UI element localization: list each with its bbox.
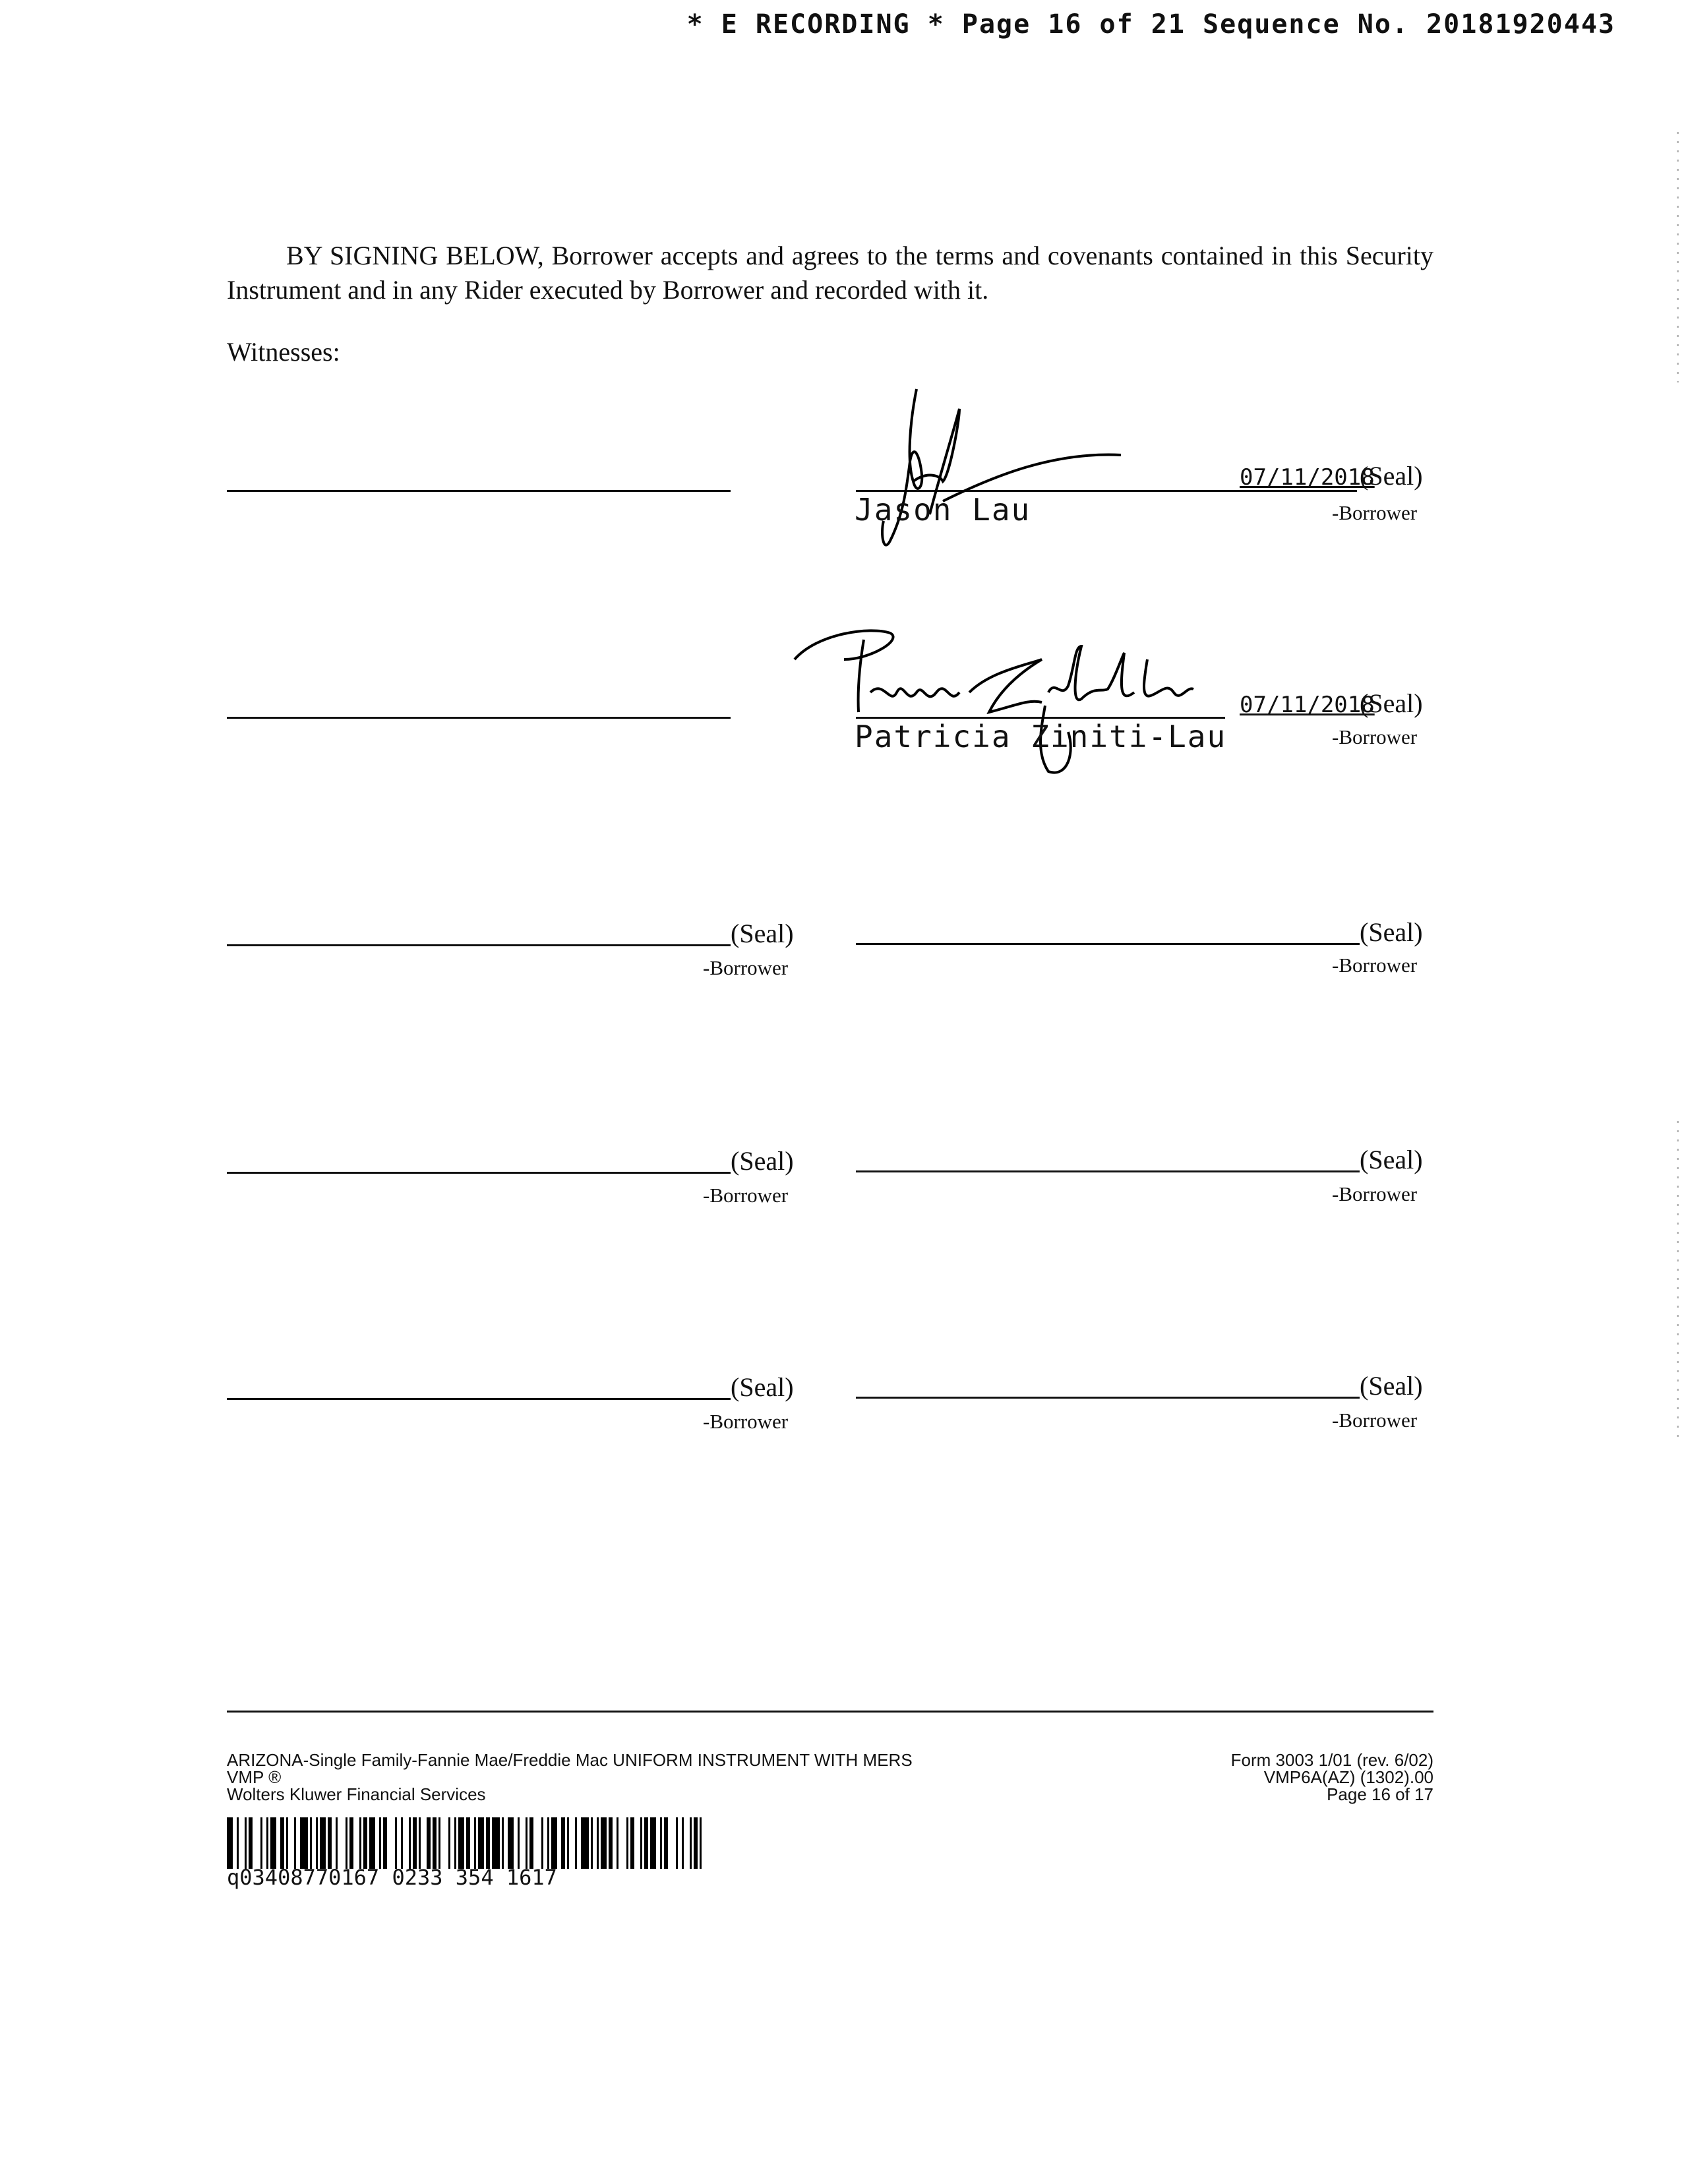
seal-label-1: (Seal): [1360, 461, 1423, 491]
witness-line-2[interactable]: [227, 717, 731, 719]
barcode-bar: [541, 1817, 543, 1869]
witnesses-label: Witnesses:: [227, 337, 340, 367]
barcode-bar: [249, 1817, 253, 1869]
borrower-signature-line-4[interactable]: [856, 943, 1360, 945]
barcode-bar: [438, 1817, 440, 1869]
borrower-label-2: -Borrower: [1332, 725, 1418, 748]
form-code: VMP6A(AZ) (1302).00: [1263, 1767, 1433, 1787]
borrower-signature-line-7[interactable]: [227, 1398, 731, 1400]
barcode-bar: [644, 1817, 648, 1869]
barcode-bar: [682, 1817, 684, 1869]
barcode-bar: [664, 1817, 668, 1869]
barcode-bar: [466, 1817, 470, 1869]
barcode-bar: [383, 1817, 387, 1869]
barcode-bar: [227, 1817, 233, 1869]
barcode-bar: [316, 1817, 318, 1869]
barcode-bar: [346, 1817, 347, 1869]
jason-lau-signature: [844, 382, 1134, 554]
barcode-bar: [419, 1817, 421, 1869]
publisher: Wolters Kluwer Financial Services: [227, 1784, 486, 1804]
barcode-bar: [518, 1817, 520, 1869]
barcode-bar: [486, 1817, 490, 1869]
barcode-bar: [700, 1817, 702, 1869]
seal-label-5: (Seal): [731, 1146, 794, 1176]
barcode-bar: [363, 1817, 367, 1869]
barcode-bar: [630, 1817, 634, 1869]
barcode-bar: [359, 1817, 361, 1869]
barcode-bar: [626, 1817, 628, 1869]
barcode-bar: [395, 1817, 397, 1869]
barcode-bar: [581, 1817, 589, 1869]
recording-header: * E RECORDING * Page 16 of 21 Sequence No. 20181920443: [686, 9, 1615, 40]
barcode-bar: [427, 1817, 431, 1869]
barcode-bar: [609, 1817, 613, 1869]
printed-name-patricia-ziniti-lau: Patricia Ziniti-Lau: [855, 719, 1227, 754]
seal-label-8: (Seal): [1360, 1371, 1423, 1401]
barcode-bar: [547, 1817, 549, 1869]
seal-label-7: (Seal): [731, 1372, 794, 1402]
seal-label-6: (Seal): [1360, 1145, 1423, 1174]
document-barcode: [227, 1817, 702, 1869]
printed-name-jason-lau: Jason Lau: [855, 492, 1031, 528]
barcode-bar: [409, 1817, 411, 1869]
form-page-number: Page 16 of 17: [1327, 1784, 1433, 1804]
borrower-label-7: -Borrower: [703, 1410, 789, 1433]
vmp-mark: VMP ®: [227, 1767, 282, 1787]
form-number: Form 3003 1/01 (rev. 6/02): [1230, 1750, 1433, 1770]
form-identifiers: [1231, 1751, 1433, 1803]
barcode-bar: [597, 1817, 599, 1869]
barcode-bar: [413, 1817, 417, 1869]
borrower-label-1: -Borrower: [1332, 501, 1418, 524]
barcode-bar: [617, 1817, 618, 1869]
barcode-bar: [349, 1817, 353, 1869]
barcode-bar: [328, 1817, 332, 1869]
borrower-signature-line-6[interactable]: [856, 1170, 1360, 1172]
borrower-signature-line-8[interactable]: [856, 1397, 1360, 1399]
borrower-signature-line-3[interactable]: [227, 944, 731, 946]
barcode-bar: [601, 1817, 607, 1869]
signature-date-2: 07/11/2018: [1240, 692, 1375, 718]
signing-statement: BY SIGNING BELOW, Borrower accepts and agrees to the terms and covenants contained in this Security Instrument and in any Rider executed by Borrower and recorded with it.: [227, 241, 1433, 305]
barcode-number: q03408770167 0233 354 1617: [227, 1865, 557, 1890]
signature-date-1: 07/11/2018: [1240, 464, 1375, 491]
borrower-label-4: -Borrower: [1332, 954, 1418, 977]
barcode-bar: [474, 1817, 476, 1869]
barcode-bar: [266, 1817, 268, 1869]
barcode-bar: [379, 1817, 381, 1869]
barcode-bar: [260, 1817, 262, 1869]
barcode-bar: [508, 1817, 514, 1869]
scan-edge-marks-lower: [1677, 1121, 1679, 1438]
barcode-bar: [270, 1817, 276, 1869]
barcode-bar: [237, 1817, 239, 1869]
barcode-bar: [575, 1817, 577, 1869]
barcode-bar: [294, 1817, 296, 1869]
borrower-label-5: -Borrower: [703, 1184, 789, 1207]
barcode-bar: [676, 1817, 678, 1869]
barcode-bar: [526, 1817, 528, 1869]
barcode-bar: [448, 1817, 450, 1869]
scan-edge-marks: [1677, 132, 1679, 382]
barcode-bar: [336, 1817, 338, 1869]
borrower-signature-line-5[interactable]: [227, 1172, 731, 1174]
barcode-bar: [280, 1817, 284, 1869]
footer-rule: [227, 1711, 1433, 1713]
barcode-bar: [433, 1817, 437, 1869]
barcode-bar: [478, 1817, 484, 1869]
barcode-bar: [492, 1817, 500, 1869]
borrower-label-8: -Borrower: [1332, 1409, 1418, 1432]
barcode-bar: [529, 1817, 533, 1869]
barcode-bar: [640, 1817, 642, 1869]
barcode-bar: [567, 1817, 569, 1869]
barcode-bar: [591, 1817, 593, 1869]
barcode-bar: [694, 1817, 698, 1869]
barcode-bar: [660, 1817, 662, 1869]
barcode-bar: [401, 1817, 403, 1869]
patricia-ziniti-lau-signature: [791, 620, 1253, 778]
barcode-bar: [310, 1817, 312, 1869]
seal-label-4: (Seal): [1360, 917, 1423, 947]
barcode-bar: [502, 1817, 504, 1869]
barcode-bar: [300, 1817, 308, 1869]
seal-label-3: (Seal): [731, 919, 794, 948]
barcode-bar: [245, 1817, 247, 1869]
barcode-bar: [369, 1817, 375, 1869]
barcode-bar: [320, 1817, 326, 1869]
barcode-bar: [454, 1817, 456, 1869]
form-description: [227, 1751, 913, 1803]
barcode-bar: [286, 1817, 288, 1869]
barcode-bar: [561, 1817, 565, 1869]
barcode-bar: [551, 1817, 557, 1869]
seal-label-2: (Seal): [1360, 688, 1423, 718]
barcode-bar: [650, 1817, 656, 1869]
borrower-label-6: -Borrower: [1332, 1182, 1418, 1205]
form-title: ARIZONA-Single Family-Fannie Mae/Freddie Mac UNIFORM INSTRUMENT WITH MERS: [227, 1750, 913, 1770]
barcode-bar: [458, 1817, 464, 1869]
witness-line-1[interactable]: [227, 490, 731, 492]
barcode-bar: [690, 1817, 692, 1869]
borrower-label-3: -Borrower: [703, 956, 789, 979]
